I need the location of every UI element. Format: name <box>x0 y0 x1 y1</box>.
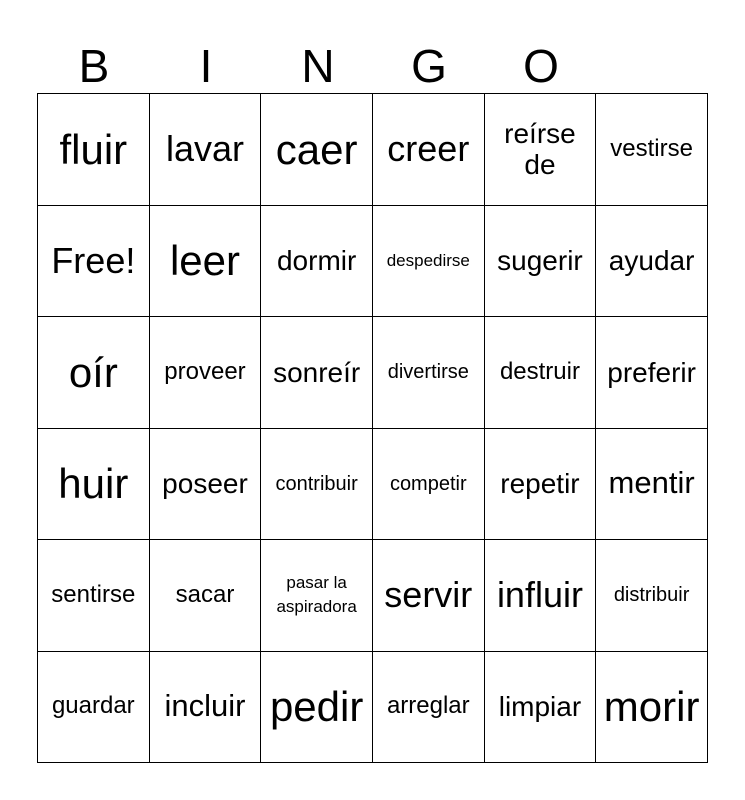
bingo-cell[interactable] <box>261 94 373 206</box>
bingo-cell[interactable] <box>485 317 597 429</box>
cell-word: sonreír <box>273 356 361 388</box>
bingo-cell[interactable] <box>38 540 150 652</box>
bingo-cell[interactable] <box>38 317 150 429</box>
bingo-cell[interactable] <box>485 429 597 541</box>
cell-word: arreglar <box>386 692 470 720</box>
cell-word: contribuir <box>275 472 358 495</box>
bingo-cell[interactable] <box>150 94 262 206</box>
bingo-header <box>38 38 708 94</box>
bingo-cell[interactable] <box>596 652 708 764</box>
bingo-cell[interactable] <box>373 206 485 318</box>
bingo-cell[interactable] <box>596 317 708 429</box>
cell-word: divertirse <box>387 361 469 384</box>
cell-word: sugerir <box>497 245 583 277</box>
cell-word: lavar <box>165 128 244 170</box>
cell-word: incluir <box>164 688 246 724</box>
cell-word: limpiar <box>498 691 582 723</box>
bingo-cell[interactable] <box>261 429 373 541</box>
cell-word: creer <box>387 128 470 170</box>
bingo-cell[interactable] <box>373 540 485 652</box>
cell-word: oír <box>68 348 118 396</box>
bingo-cell[interactable] <box>261 540 373 652</box>
bingo-cell[interactable] <box>596 429 708 541</box>
cell-word: morir <box>603 683 700 731</box>
bingo-cell[interactable] <box>261 206 373 318</box>
cell-word: mentir <box>608 465 695 501</box>
header-letter-o: O <box>523 40 559 92</box>
bingo-cell[interactable] <box>150 429 262 541</box>
bingo-cell[interactable] <box>485 652 597 764</box>
bingo-cell[interactable] <box>596 94 708 206</box>
bingo-cell[interactable] <box>150 317 262 429</box>
cell-word: vestirse <box>610 134 693 162</box>
cell-word: reírse de <box>504 117 576 181</box>
bingo-cell[interactable] <box>38 94 150 206</box>
cell-word: preferir <box>607 356 696 388</box>
cell-word: sentirse <box>51 580 136 608</box>
cell-word: pasar la aspiradora <box>276 572 357 617</box>
cell-word: distribuir <box>613 584 690 607</box>
bingo-cell[interactable] <box>485 94 597 206</box>
bingo-card-grid <box>37 93 708 763</box>
bingo-cell-free[interactable] <box>38 206 150 318</box>
bingo-cell[interactable] <box>38 652 150 764</box>
header-letter-n: N <box>301 40 335 92</box>
header-letter-g: G <box>411 40 447 92</box>
bingo-cell[interactable] <box>485 206 597 318</box>
bingo-cell[interactable] <box>373 94 485 206</box>
cell-word: repetir <box>500 468 580 500</box>
cell-word: huir <box>58 460 129 508</box>
cell-word: destruir <box>499 357 580 385</box>
cell-word: influir <box>496 574 583 616</box>
bingo-cell[interactable] <box>373 317 485 429</box>
header-letter-b: B <box>78 40 110 92</box>
bingo-cell[interactable] <box>150 540 262 652</box>
cell-word: dormir <box>276 245 357 277</box>
bingo-cell[interactable] <box>150 206 262 318</box>
cell-word: fluir <box>59 125 128 173</box>
bingo-cell[interactable] <box>150 652 262 764</box>
bingo-cell[interactable] <box>261 317 373 429</box>
cell-word: ayudar <box>608 245 695 277</box>
cell-word: sacar <box>175 580 235 608</box>
bingo-cell[interactable] <box>38 429 150 541</box>
bingo-cell[interactable] <box>261 652 373 764</box>
cell-word: competir <box>389 472 467 495</box>
cell-word: servir <box>384 574 473 616</box>
cell-word: poseer <box>162 468 248 500</box>
header-letter-i: I <box>199 40 213 92</box>
cell-word: proveer <box>164 357 246 385</box>
cell-word: guardar <box>51 692 135 720</box>
bingo-cell[interactable] <box>485 540 597 652</box>
free-space-label: Free! <box>51 239 136 281</box>
bingo-cell[interactable] <box>596 206 708 318</box>
bingo-cell[interactable] <box>373 429 485 541</box>
cell-word: pedir <box>269 683 364 731</box>
cell-word: caer <box>275 125 358 173</box>
cell-word: leer <box>169 237 240 285</box>
bingo-cell[interactable] <box>373 652 485 764</box>
cell-word: despedirse <box>386 251 470 271</box>
bingo-cell[interactable] <box>596 540 708 652</box>
